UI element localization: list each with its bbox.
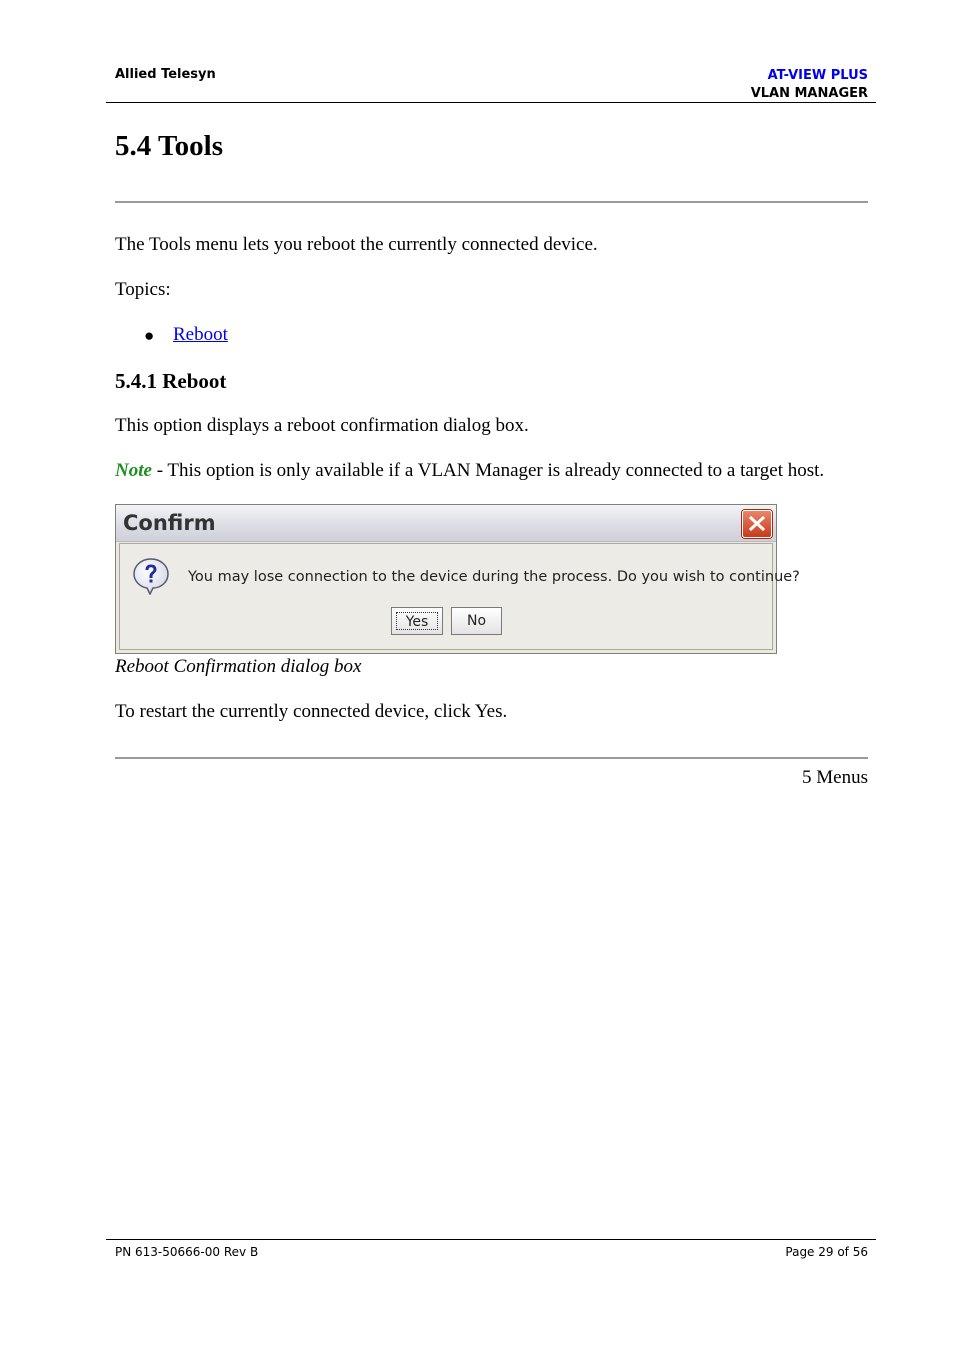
note-text: - This option is only available if a VLAN Manager is already connected to a target host. (151, 460, 825, 481)
figure-caption: Reboot Confirmation dialog box (115, 656, 362, 677)
dialog-body (119, 543, 800, 650)
question-icon (132, 557, 170, 595)
no-button[interactable]: No (451, 607, 502, 635)
dialog-message: You may lose connection to the device during the process. Do you wish to continue? (188, 569, 800, 585)
note-label: Note (115, 460, 152, 481)
confirm-dialog (115, 504, 800, 654)
chapter-label: 5 Menus (802, 767, 868, 788)
header-product-block (751, 67, 868, 103)
product-name: AT-VIEW PLUS (767, 68, 868, 83)
company-name: Allied Telesyn (115, 67, 216, 82)
yes-button-label: Yes (396, 612, 438, 630)
page-number: Page 29 of 56 (785, 1245, 868, 1259)
yes-button[interactable] (391, 607, 443, 635)
bullet-icon: ● (144, 326, 155, 345)
note-paragraph (115, 460, 824, 482)
section-divider-top (115, 201, 868, 203)
topic-link-reboot[interactable]: Reboot (173, 324, 228, 345)
section-intro: The Tools menu lets you reboot the currently connected device. (115, 234, 598, 255)
subsection-description: This option displays a reboot confirmation dialog box. (115, 415, 529, 436)
close-icon[interactable] (742, 510, 772, 538)
instruction-text: To restart the currently connected device, click Yes. (115, 701, 508, 722)
subsection-title: 5.4.1 Reboot (115, 369, 227, 393)
dialog-title-bar[interactable] (116, 505, 776, 542)
dialog-title: Confirm (123, 511, 216, 535)
part-number: PN 613-50666-00 Rev B (115, 1245, 259, 1259)
topics-label: Topics: (115, 279, 171, 300)
footer-divider (106, 1239, 876, 1240)
module-name: VLAN MANAGER (750, 86, 868, 101)
section-divider-bottom (115, 757, 868, 759)
header-divider (106, 102, 876, 103)
section-title: 5.4 Tools (115, 130, 223, 162)
